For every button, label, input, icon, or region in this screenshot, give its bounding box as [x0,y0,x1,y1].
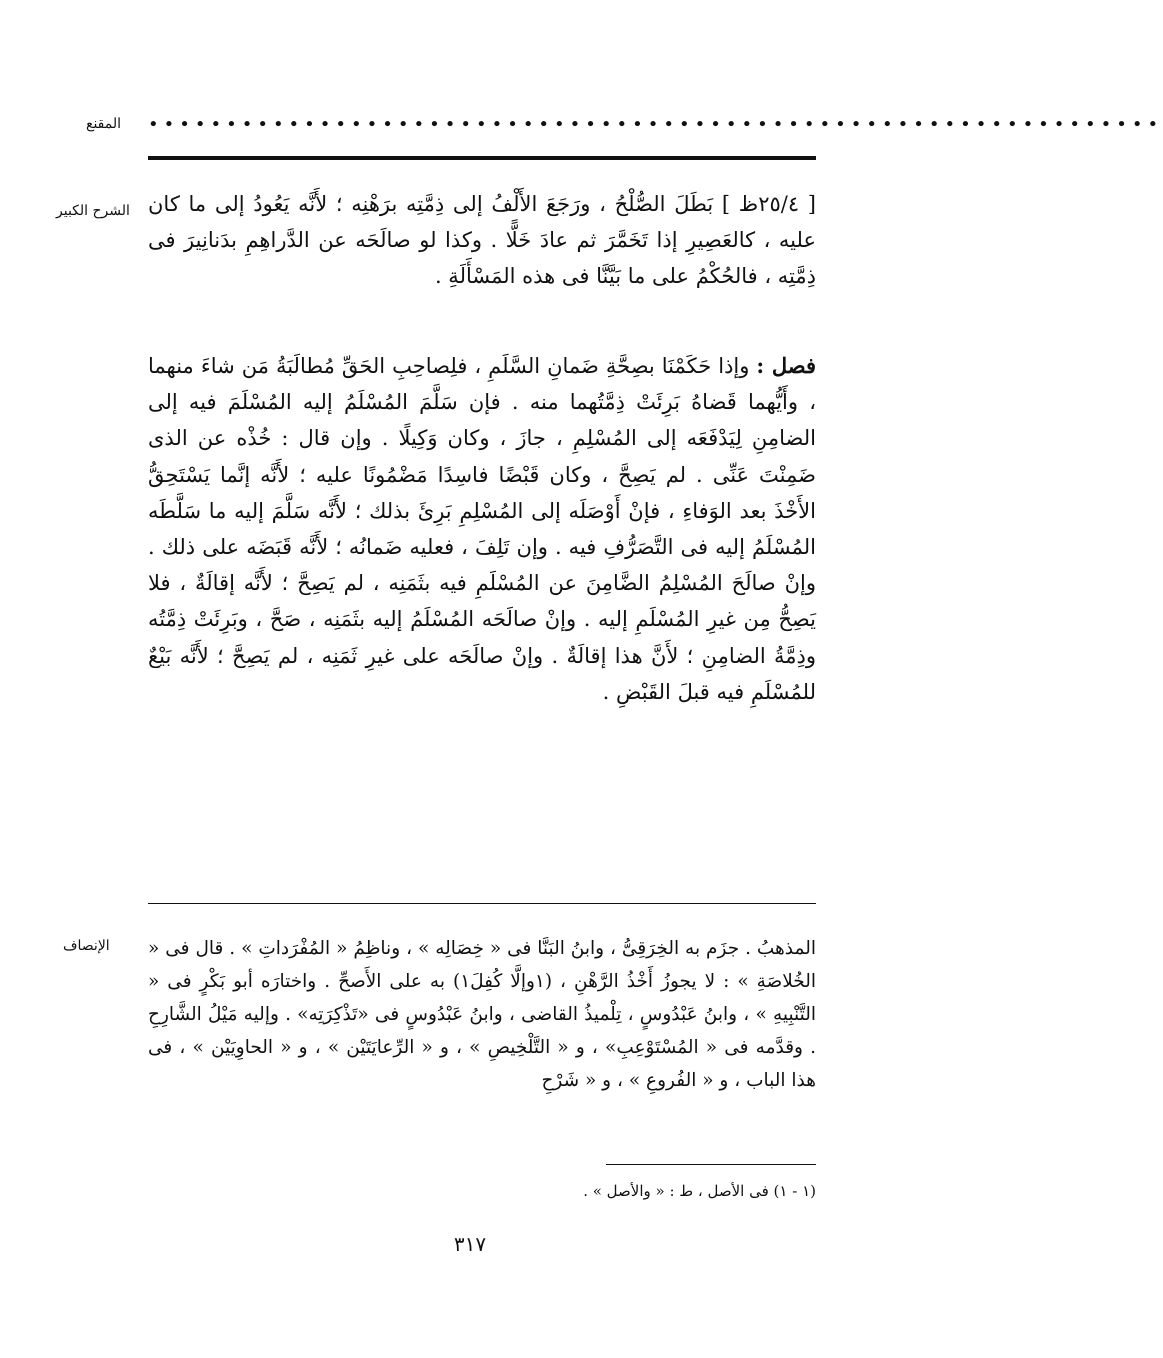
header-rule [148,156,816,160]
running-title: المقنع [86,116,122,132]
header-dot-leader: ••••••••••••••••••••••••••••••••••••••••••••••••••••••••••••••••• [148,114,1163,135]
footnote: (١ - ١) فى الأصل ، ط : « والأصل » . [583,1182,816,1200]
folio-reference: [ ٢٥/٤ظ ] [721,192,816,216]
page-number: ٣١٧ [453,1232,487,1256]
margin-label-sharh: الشرح الكبير [56,203,130,219]
sharh-text-2: وإذا حَكَمْنَا بصِحَّةِ ضَمانِ السَّلَمِ ، فلِصاحِبِ الحَقِّ مُطالَبَةُ مَن شاءَ منهما ، وأَيُّهما قَضاهُ بَرِئَتْ ذِمَّتُهما منه . فإن سَلَّمَ المُسْلَمُ إليه المُسْلَمَ فيه إلى الضامِنِ لِيَدْفَعَه إلى المُسْلِمِ ، جازَ ، وكان وَكِيلًا . وإن قال : خُذْه عن الذى ضَمِنْتَ عَنِّى . لم يَصِحَّ ، وكان قَبْضًا فاسِدًا مَضْمُونًا عليه ؛ لأَنَّه إنَّما يَسْتَحِقُّ الأَخْذَ بعد الوَفاءِ ، فإنْ أَوْصَلَه إلى المُسْلِمِ بَرِئَ بذلك ؛ لأَنَّه سَلَّمَ إليه ما سَلَّطَه المُسْلَمُ إليه فى التَّصَرُّفِ فيه . وإن تَلِفَ ، فعليه ضَمانُه ؛ لأَنَّه قَبَضَه على ذلك . وإنْ صالَحَ المُسْلِمُ الضَّامِنَ عن المُسْلَمِ فيه بثَمَنِه ، لم يَصِحَّ ؛ لأَنَّه إقالَةٌ ، فلا يَصِحُّ مِن غيرِ المُسْلَمِ إليه . وإنْ صالَحَه المُسْلَمُ إليه بثَمَنِه ، صَحَّ ، وبَرِئَتْ ذِمَّتُه وذِمَّةُ الضامِنِ ؛ لأَنَّ هذا إقالَةٌ . وإنْ صالَحَه على غيرِ ثَمَنِه ، لم يَصِحَّ ؛ لأَنَّه بَيْعٌ للمُسْلَمِ فيه قبلَ القَبْضِ . [148,354,816,704]
section-divider [148,903,816,904]
footnote-rule [606,1164,816,1165]
fasl-heading: فصل : [756,353,816,378]
sharh-text-1: بَطَلَ الصُّلْحُ ، ورَجَعَ الأَلْفُ إلى ذِمَّتِه برَهْنِه ؛ لأَنَّه يَعُودُ إلى ما كان عليه ، كالعَصِيرِ إذا تَخَمَّرَ ثم عادَ خَلًّا . وكذا لو صالَحَه عن الدَّراهِمِ بدَنانِيرَ فى ذِمَّتِه ، فالحُكْمُ على ما بَيَّنَّا فى هذه المَسْأَلَةِ . [148,192,816,288]
sharh-paragraph-fasl [148,348,816,710]
margin-label-insaf: الإنصاف [63,938,110,954]
insaf-text: المذهبُ . جزَم به الخِرَقِىُّ ، وابنُ البَنَّا فى « خِصَالِه » ، وناظِمُ « المُفْرَداتِ » . قال فى « الخُلاصَةِ » : لا يجوزُ أَخْذُ الرَّهْنِ ، (١وإلَّا كُفِلَ١) به على الأَصحِّ . واختارَه أبو بَكْرٍ فى « التَّنْبِيهِ » ، وابنُ عَبْدُوسٍ ، تِلْميذُ القاضى ، وابنُ عَبْدُوسٍ فى «تَذْكِرَتِه» . وإليه مَيْلُ الشَّارِحِ . وقدَّمه فى « المُسْتَوْعِبِ» ، و « التَّلْخِيصِ » ، و « الرِّعايَتَيْن » ، و « الحاوِيَيْن » ، فى هذا الباب ، و « الفُروعِ » ، و « شَرْحِ [148,938,816,1091]
sharh-paragraph-1 [148,186,816,294]
insaf-paragraph [148,932,816,1097]
